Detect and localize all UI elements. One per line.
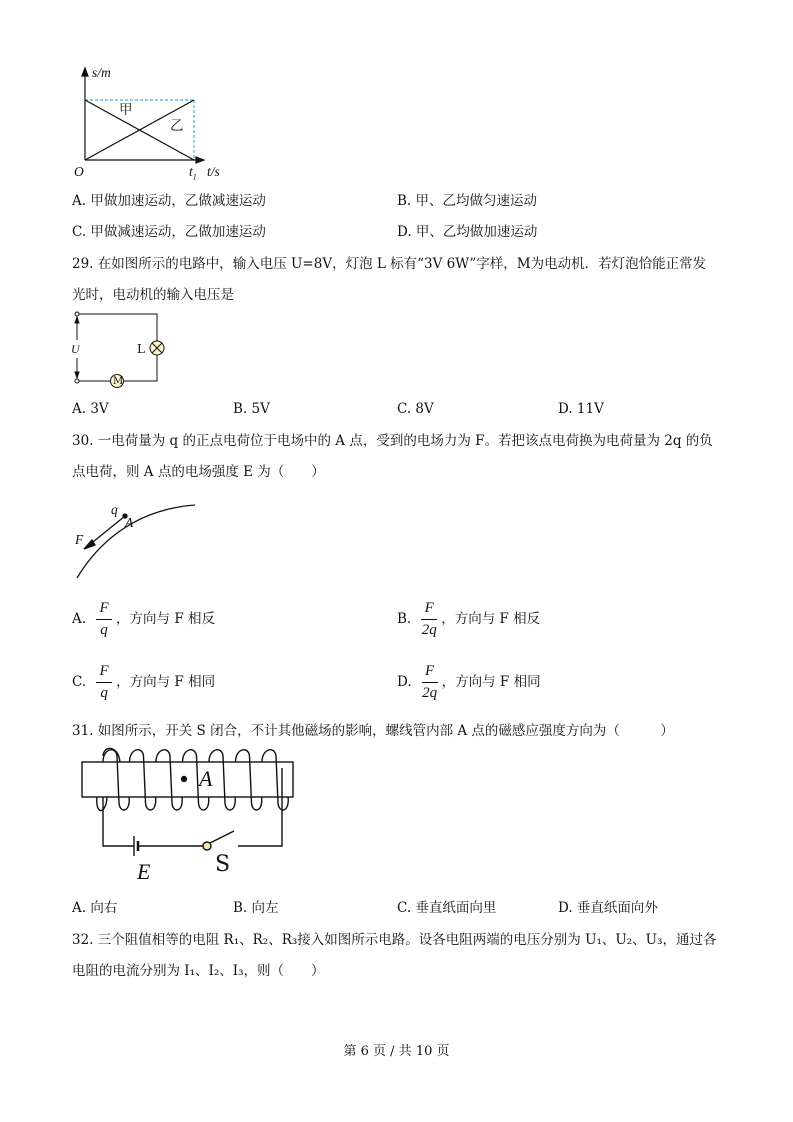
q29-option-c[interactable]: C. 8V bbox=[397, 401, 434, 417]
origin-label: O bbox=[74, 164, 84, 179]
q30-stem-line1: 30. 一电荷量为 q 的正点电荷位于电场中的 A 点，受到的电场力为 F。若把该点电荷换为电荷量为 2q 的负 bbox=[72, 433, 713, 449]
q29-stem-line2: 光时，电动机的输入电压是 bbox=[72, 287, 234, 303]
q30-option-a[interactable]: A. $\frac{F}{q}$ ，方向与 F 相反 bbox=[72, 600, 215, 638]
q30-option-c[interactable]: C. $\frac{F}{q}$ ，方向与 F 相同 bbox=[72, 663, 216, 701]
st-graph bbox=[82, 68, 204, 163]
q28-option-a[interactable]: A. 甲做加速运动，乙做减速运动 bbox=[72, 193, 266, 209]
t1-label: $t_1$ bbox=[189, 164, 197, 182]
q32-stem-line1: 32. 三个阻值相等的电阻 R₁、R₂、R₃接入如图所示电路。设各电阻两端的电压分别为 U₁、U₂、U₃，通过各 bbox=[72, 932, 717, 948]
q32-stem-line2: 电阻的电流分别为 I₁、I₂、I₃，则（ ） bbox=[72, 963, 325, 979]
q29-stem-line1: 29. 在如图所示的电路中，输入电压 U=8V，灯泡 L 标有“3V 6W”字样，M为电动机．若灯泡恰能正常发 bbox=[72, 256, 707, 272]
q31-option-b[interactable]: B. 向左 bbox=[233, 900, 279, 916]
q31-option-c[interactable]: C. 垂直纸面向里 bbox=[397, 900, 497, 916]
q31-option-a[interactable]: A. 向右 bbox=[72, 900, 118, 916]
solenoid-figure bbox=[82, 748, 293, 856]
voltage-label: U bbox=[71, 342, 80, 356]
q28-option-c[interactable]: C. 甲做减速运动，乙做加速运动 bbox=[72, 224, 266, 240]
q30-stem-line2: 点电荷，则 A 点的电场强度 E 为（ ） bbox=[72, 464, 325, 480]
solenoid-point-label: A bbox=[199, 766, 213, 791]
force-label: F bbox=[75, 532, 84, 547]
line-jia-label: 甲 bbox=[119, 102, 133, 118]
line-yi-label: 乙 bbox=[170, 118, 184, 134]
motor-label: M bbox=[113, 376, 124, 387]
switch-label: S bbox=[215, 852, 231, 877]
field-line-figure bbox=[77, 505, 195, 578]
lamp-icon bbox=[150, 341, 164, 355]
page-footer: 第 6 页 / 共 10 页 bbox=[343, 1044, 450, 1059]
q30-option-b[interactable]: B. $\frac{F}{2q}$ ，方向与 F 相反 bbox=[397, 600, 541, 638]
q30-option-d[interactable]: D. $\frac{F}{2q}$ ，方向与 F 相同 bbox=[397, 663, 541, 701]
x-axis-label: t/s bbox=[207, 164, 220, 179]
q28-option-b[interactable]: B. 甲、乙均做匀速运动 bbox=[397, 193, 538, 209]
q31-option-d[interactable]: D. 垂直纸面向外 bbox=[558, 900, 658, 916]
q31-stem: 31. 如图所示，开关 S 闭合，不计其他磁场的影响，螺线管内部 A 点的磁感应强度方向为（ ） bbox=[72, 723, 674, 739]
y-axis-label: s/m bbox=[92, 65, 111, 80]
lamp-label: L bbox=[137, 342, 145, 356]
charge-label: q bbox=[111, 502, 118, 517]
point-a-label: A bbox=[125, 515, 134, 530]
q29-option-d[interactable]: D. 11V bbox=[558, 401, 604, 417]
q29-option-b[interactable]: B. 5V bbox=[233, 401, 270, 417]
battery-label: E bbox=[137, 859, 151, 884]
q28-option-d[interactable]: D. 甲、乙均做加速运动 bbox=[397, 224, 538, 240]
q29-option-a[interactable]: A. 3V bbox=[72, 401, 109, 417]
